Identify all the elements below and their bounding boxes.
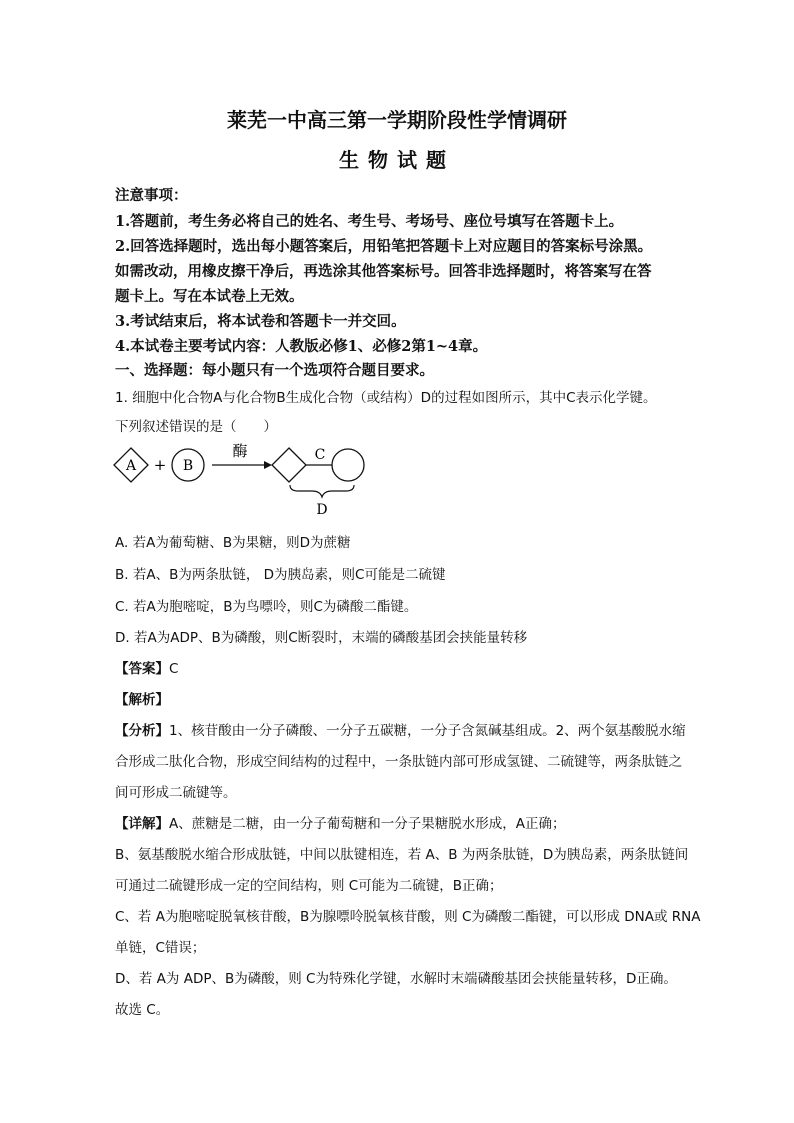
notice-item: 3.考试结束后，将本试卷和答题卡一并交回。	[115, 313, 406, 330]
compound-a-label: A	[125, 458, 137, 474]
plus-sign: +	[153, 456, 167, 474]
compound-b-label: B	[182, 458, 194, 474]
fenxi-line: 间可形成二硫键等。	[115, 785, 237, 801]
xiangjie-line: 单链，C错误；	[115, 940, 206, 956]
section-heading: 一、选择题：每小题只有一个选项符合题目要求。	[115, 362, 434, 379]
question-stem: 1. 细胞中化合物A与化合物B生成化合物（或结构）D的过程如图所示，其中C表示化学键。	[115, 390, 657, 406]
enzyme-label: 酶	[232, 442, 248, 460]
xiangjie-line: 可通过二硫键形成一定的空间结构，则 C可能为二硫键，B正确；	[115, 878, 503, 894]
notice-item: 2.回答选择题时，选出每小题答案后，用铅笔把答题卡上对应题目的答案标号涂黑。	[115, 238, 653, 255]
notice-item: 1.答题前，考生务必将自己的姓名、考生号、考场号、座位号填写在答题卡上。	[115, 213, 624, 230]
xiangjie-label: 【详解】	[115, 816, 169, 832]
xiangjie-line: C、若 A为胞嘧啶脱氧核苷酸，B为腺嘌呤脱氧核苷酸，则 C为磷酸二酯键，可以形成 DNA或 RNA	[115, 909, 701, 925]
notice-heading: 注意事项：	[115, 187, 188, 204]
answer-line	[115, 657, 178, 677]
xiangjie-line: 故选 C。	[115, 1002, 170, 1018]
xiangjie-line: B、氨基酸脱水缩合形成肽链，中间以肽键相连，若 A、B 为两条肽链，D为胰岛素，两条肽链间	[115, 847, 689, 863]
answer-value: C	[169, 661, 179, 677]
product-brace	[290, 485, 354, 497]
fenxi-label: 【分析】	[115, 723, 169, 739]
arrow-head-icon	[264, 461, 272, 469]
option-a: A. 若A为葡萄糖、B为果糖，则D为蔗糖	[115, 535, 351, 551]
page-title: 莱芜一中高三第一学期阶段性学情调研	[227, 108, 567, 132]
notice-item: 如需改动，用橡皮擦干净后，再选涂其他答案标号。回答非选择题时，将答案写在答	[115, 263, 652, 280]
xiangjie-line: 【详解】A、蔗糖是二糖，由一分子葡萄糖和一分子果糖脱水形成，A正确；	[115, 816, 566, 832]
reaction-diagram	[112, 441, 382, 519]
bond-c-label: C	[314, 447, 326, 463]
option-b: B. 若A、B为两条肽链， D为胰岛素，则C可能是二硫键	[115, 567, 446, 583]
fenxi-line: 【分析】1、核苷酸由一分子磷酸、一分子五碳糖，一分子含氮碱基组成。2、两个氨基酸脱水缩	[115, 723, 686, 739]
option-d: D. 若A为ADP、B为磷酸，则C断裂时，末端的磷酸基团会挟能量转移	[115, 630, 528, 646]
page-subtitle: 生物试题	[339, 148, 455, 172]
xiangjie-line: D、若 A为 ADP、B为磷酸，则 C为特殊化学键，水解时末端磷酸基团会挟能量转移，D正确。	[115, 971, 677, 987]
answer-label: 【答案】	[115, 661, 169, 677]
question-stem: 下列叙述错误的是（ ）	[115, 419, 277, 435]
fenxi-line: 合形成二肽化合物，形成空间结构的过程中，一条肽链内部可形成氢键、二硫键等，两条肽链之	[115, 754, 682, 770]
product-circle	[332, 449, 364, 481]
option-c: C. 若A为胞嘧啶，B为鸟嘌呤，则C为磷酸二酯键。	[115, 599, 418, 615]
product-diamond	[272, 448, 306, 482]
analysis-label: 【解析】	[115, 692, 169, 708]
product-d-label: D	[316, 502, 328, 518]
notice-item: 题卡上。写在本试卷上无效。	[115, 288, 304, 305]
notice-item: 4.本试卷主要考试内容：人教版必修1、必修2第1~4章。	[115, 338, 488, 355]
